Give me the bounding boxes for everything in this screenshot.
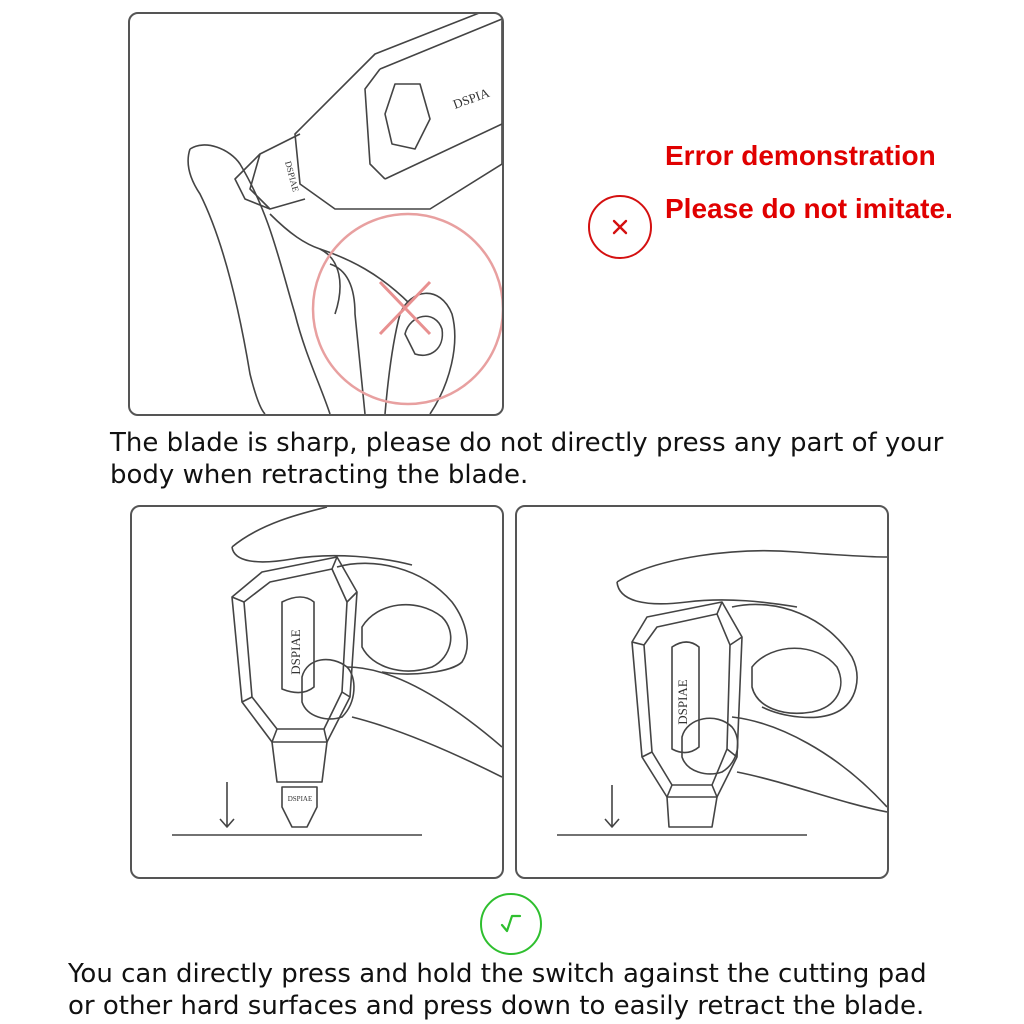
step2-tool-brand: DSPIAE — [675, 679, 690, 725]
caption-warning-line-1: The blade is sharp, please do not directly press any part of your — [110, 428, 944, 458]
caption-instruction-line-1: You can directly press and hold the switch against the cutting pad — [68, 959, 927, 989]
check-mark-icon — [480, 893, 542, 955]
illustration-wrong-usage — [128, 12, 504, 416]
correct-usage-step-1-drawing — [132, 507, 502, 877]
caption-instruction-line-2: or other hard surfaces and press down to easily retract the blade. — [68, 991, 925, 1021]
caption-instruction — [68, 958, 1018, 1022]
wrong-tool-brand: DSPIA — [450, 84, 492, 112]
step1-tool-brand: DSPIAE — [288, 629, 303, 675]
caption-warning — [110, 427, 1000, 491]
warning-subtitle: Please do not imitate. — [665, 193, 953, 224]
wrong-usage-drawing — [130, 14, 502, 414]
step1-tip-brand: DSPIAE — [287, 795, 313, 803]
x-mark-icon — [588, 195, 652, 259]
illustration-correct-usage-step-1 — [130, 505, 504, 879]
warning-title: Error demonstration — [665, 140, 936, 171]
correct-usage-step-2-drawing — [517, 507, 887, 877]
caption-warning-line-2: body when retracting the blade. — [110, 460, 529, 490]
wrong-tip-brand: DSPIAE — [283, 159, 301, 193]
illustration-correct-usage-step-2 — [515, 505, 889, 879]
